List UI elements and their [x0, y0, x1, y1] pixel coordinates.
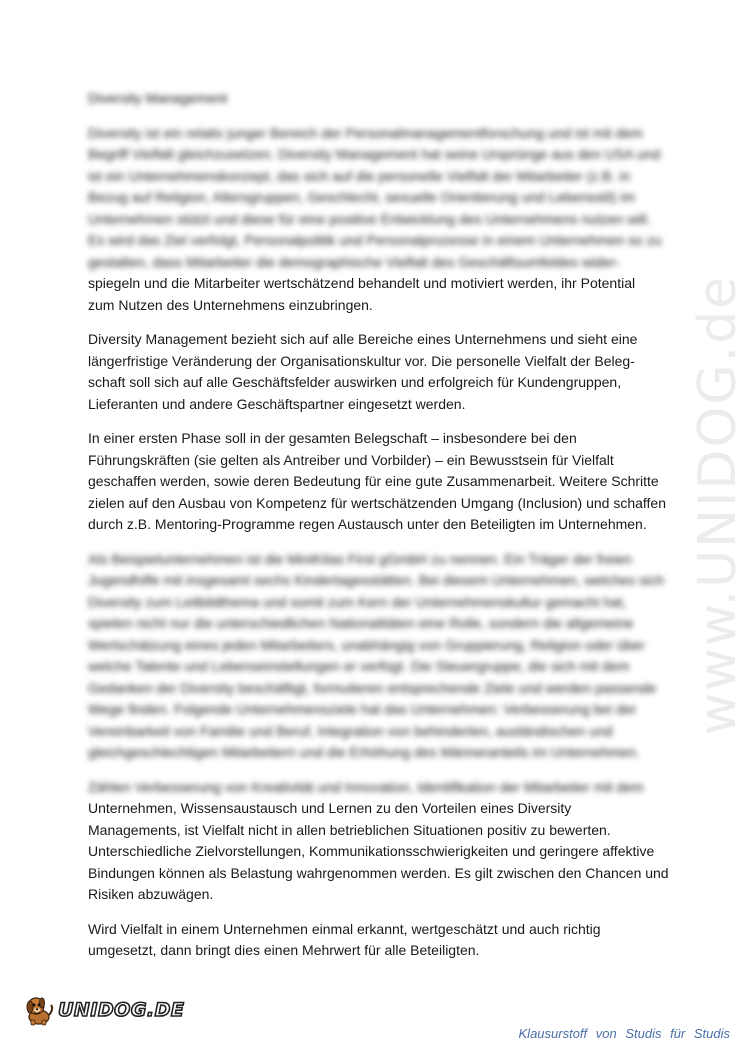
- text-line: Gedanken der Diversity beschäftigt, formulieren entsprechende Ziele und werden passende: [88, 679, 657, 696]
- text-line: Zählen Verbesserung von Kreativität und Innovation, Identifikation der Mitarbeiter mit dem: [88, 778, 644, 795]
- text-line: Unterschiedliche Zielvorstellungen, Kommunikationsschwierigkeiten und geringere affektive: [88, 843, 655, 859]
- text-line: Unternehmen, Wissensaustausch und Lernen zu den Vorteilen eines Diversity: [88, 800, 572, 816]
- dog-mascot-icon: [22, 993, 56, 1027]
- paragraph: [88, 428, 673, 536]
- paragraph: [88, 123, 673, 274]
- text-line: Managements, ist Vielfalt nicht in allen betrieblichen Situationen positiv zu bewerten.: [88, 821, 611, 838]
- paragraph: [88, 919, 673, 962]
- footer-tagline: Klausurstoff von Studis für Studis: [518, 1026, 730, 1041]
- text-line: spielen nicht nur die unterschiedlichen Nationalitäten eine Rolle, sondern die allgemeine: [88, 615, 634, 631]
- paragraph-list: [88, 123, 673, 962]
- text-line: Wege finden. Folgende Unternehmensziele hat das Unternehmen: Verbesserung bei der: [88, 701, 637, 717]
- watermark: [688, 270, 748, 740]
- text-line: Begriff Vielfalt gleichzusetzen. Diversity Management hat seine Ursprünge aus den USA und: [88, 146, 661, 162]
- text-line: Jugendhilfe mit insgesamt sechs Kindertagesstätten. Bei diesem Unternehmen, welches sich: [88, 572, 664, 588]
- logo-text: UNIDOG.DE: [58, 999, 185, 1021]
- text-line: welche Talente und Lebenseinstellungen er verfügt. Die Steuergruppe, die sich mit dem: [88, 658, 630, 674]
- watermark-text: www.UNIDOG.de: [688, 274, 748, 736]
- text-line: zielen auf den Ausbau von Kompetenz für wertschätzenden Umgang (Inclusion) und schaffen: [88, 494, 666, 511]
- paragraph: [88, 777, 673, 799]
- document-title: Diversity Management: [88, 90, 228, 106]
- text-line: Bezug auf Religion, Altersgruppen, Geschlecht, sexuelle Orientierung und Lebensstil) im: [88, 189, 636, 205]
- text-line: Diversity zum Leitbildthema und somit zum Kern der Unternehmenskultur gemacht hat,: [88, 593, 627, 610]
- text-line: umgesetzt, dann bringt dies einen Mehrwert für alle Beteiligten.: [88, 942, 480, 958]
- text-line: spiegeln und die Mitarbeiter wertschätzend behandelt und motiviert werden, ihr Potential: [88, 275, 636, 291]
- text-line: Risiken abzuwägen.: [88, 886, 214, 902]
- text-line: ist ein Unternehmenskonzept, das sich auf die personelle Vielfalt der Mitarbeiter (z.B. in: [88, 167, 631, 184]
- text-line: Als Beispielunternehmen ist die MiniKitas First gGmbH zu nennen. Ein Träger der freien: [88, 550, 632, 567]
- text-line: durch z.B. Mentoring-Programme regen Austausch unter den Beteiligten im Unternehmen.: [88, 516, 647, 532]
- text-line: Führungskräften (sie gelten als Antreiber und Vorbilder) – ein Bewusstsein für Vielfalt: [88, 451, 614, 468]
- text-line: gleichgeschlechtigen Mitarbeitern und die Erhöhung des Männeranteils im Unternehmen.: [88, 744, 640, 760]
- text-line: gestalten, dass Mitarbeiter die demographische Vielfalt des Geschäftsumfeldes wider-: [88, 253, 621, 270]
- text-line: zum Nutzen des Unternehmens einzubringen.: [88, 296, 373, 313]
- text-line: Wertschätzung eines jeden Mitarbeiters, unabhängig von Gruppierung, Religion oder über: [88, 636, 645, 653]
- unidog-logo[interactable]: [22, 990, 184, 1030]
- text-line: In einer ersten Phase soll in der gesamten Belegschaft – insbesondere bei den: [88, 430, 577, 446]
- text-line: längerfristige Veränderung der Organisationskultur vor. Die personelle Vielfalt der Beleg-: [88, 352, 635, 369]
- text-line: Diversity Management bezieht sich auf alle Bereiche eines Unternehmens und sieht eine: [88, 331, 638, 347]
- text-line: Es wird das Ziel verfolgt, Personalpolitik und Personalprozesse in einem Unternehmen so zu: [88, 232, 662, 248]
- text-line: Wird Vielfalt in einem Unternehmen einmal erkannt, wertgeschätzt und auch richtig: [88, 920, 601, 937]
- text-line: geschaffen werden, sowie deren Bedeutung für eine gute Zusammenarbeit. Weitere Schritte: [88, 473, 659, 489]
- paragraph: [88, 329, 673, 415]
- text-line: Vereinbarkeit von Familie und Beruf, Integration von behinderten, ausländischen und: [88, 722, 613, 739]
- paragraph: [88, 273, 673, 316]
- text-line: Bindungen können als Belastung wahrgenommen werden. Es gilt zwischen den Chancen und: [88, 864, 669, 881]
- paragraph: [88, 798, 673, 906]
- text-line: Diversity ist ein relativ junger Bereich der Personalmanagementforschung und ist mit dem: [88, 124, 643, 141]
- paragraph: [88, 549, 673, 764]
- text-line: schaft soll sich auf alle Geschäftsfelder auswirken und erfolgreich für Kundengruppen,: [88, 374, 622, 390]
- text-line: Lieferanten und andere Geschäftspartner eingesetzt werden.: [88, 395, 466, 412]
- document-body: [88, 88, 673, 975]
- text-line: Unternehmen stützt und diese für eine positive Entwicklung des Unternehmens nutzen will.: [88, 210, 651, 227]
